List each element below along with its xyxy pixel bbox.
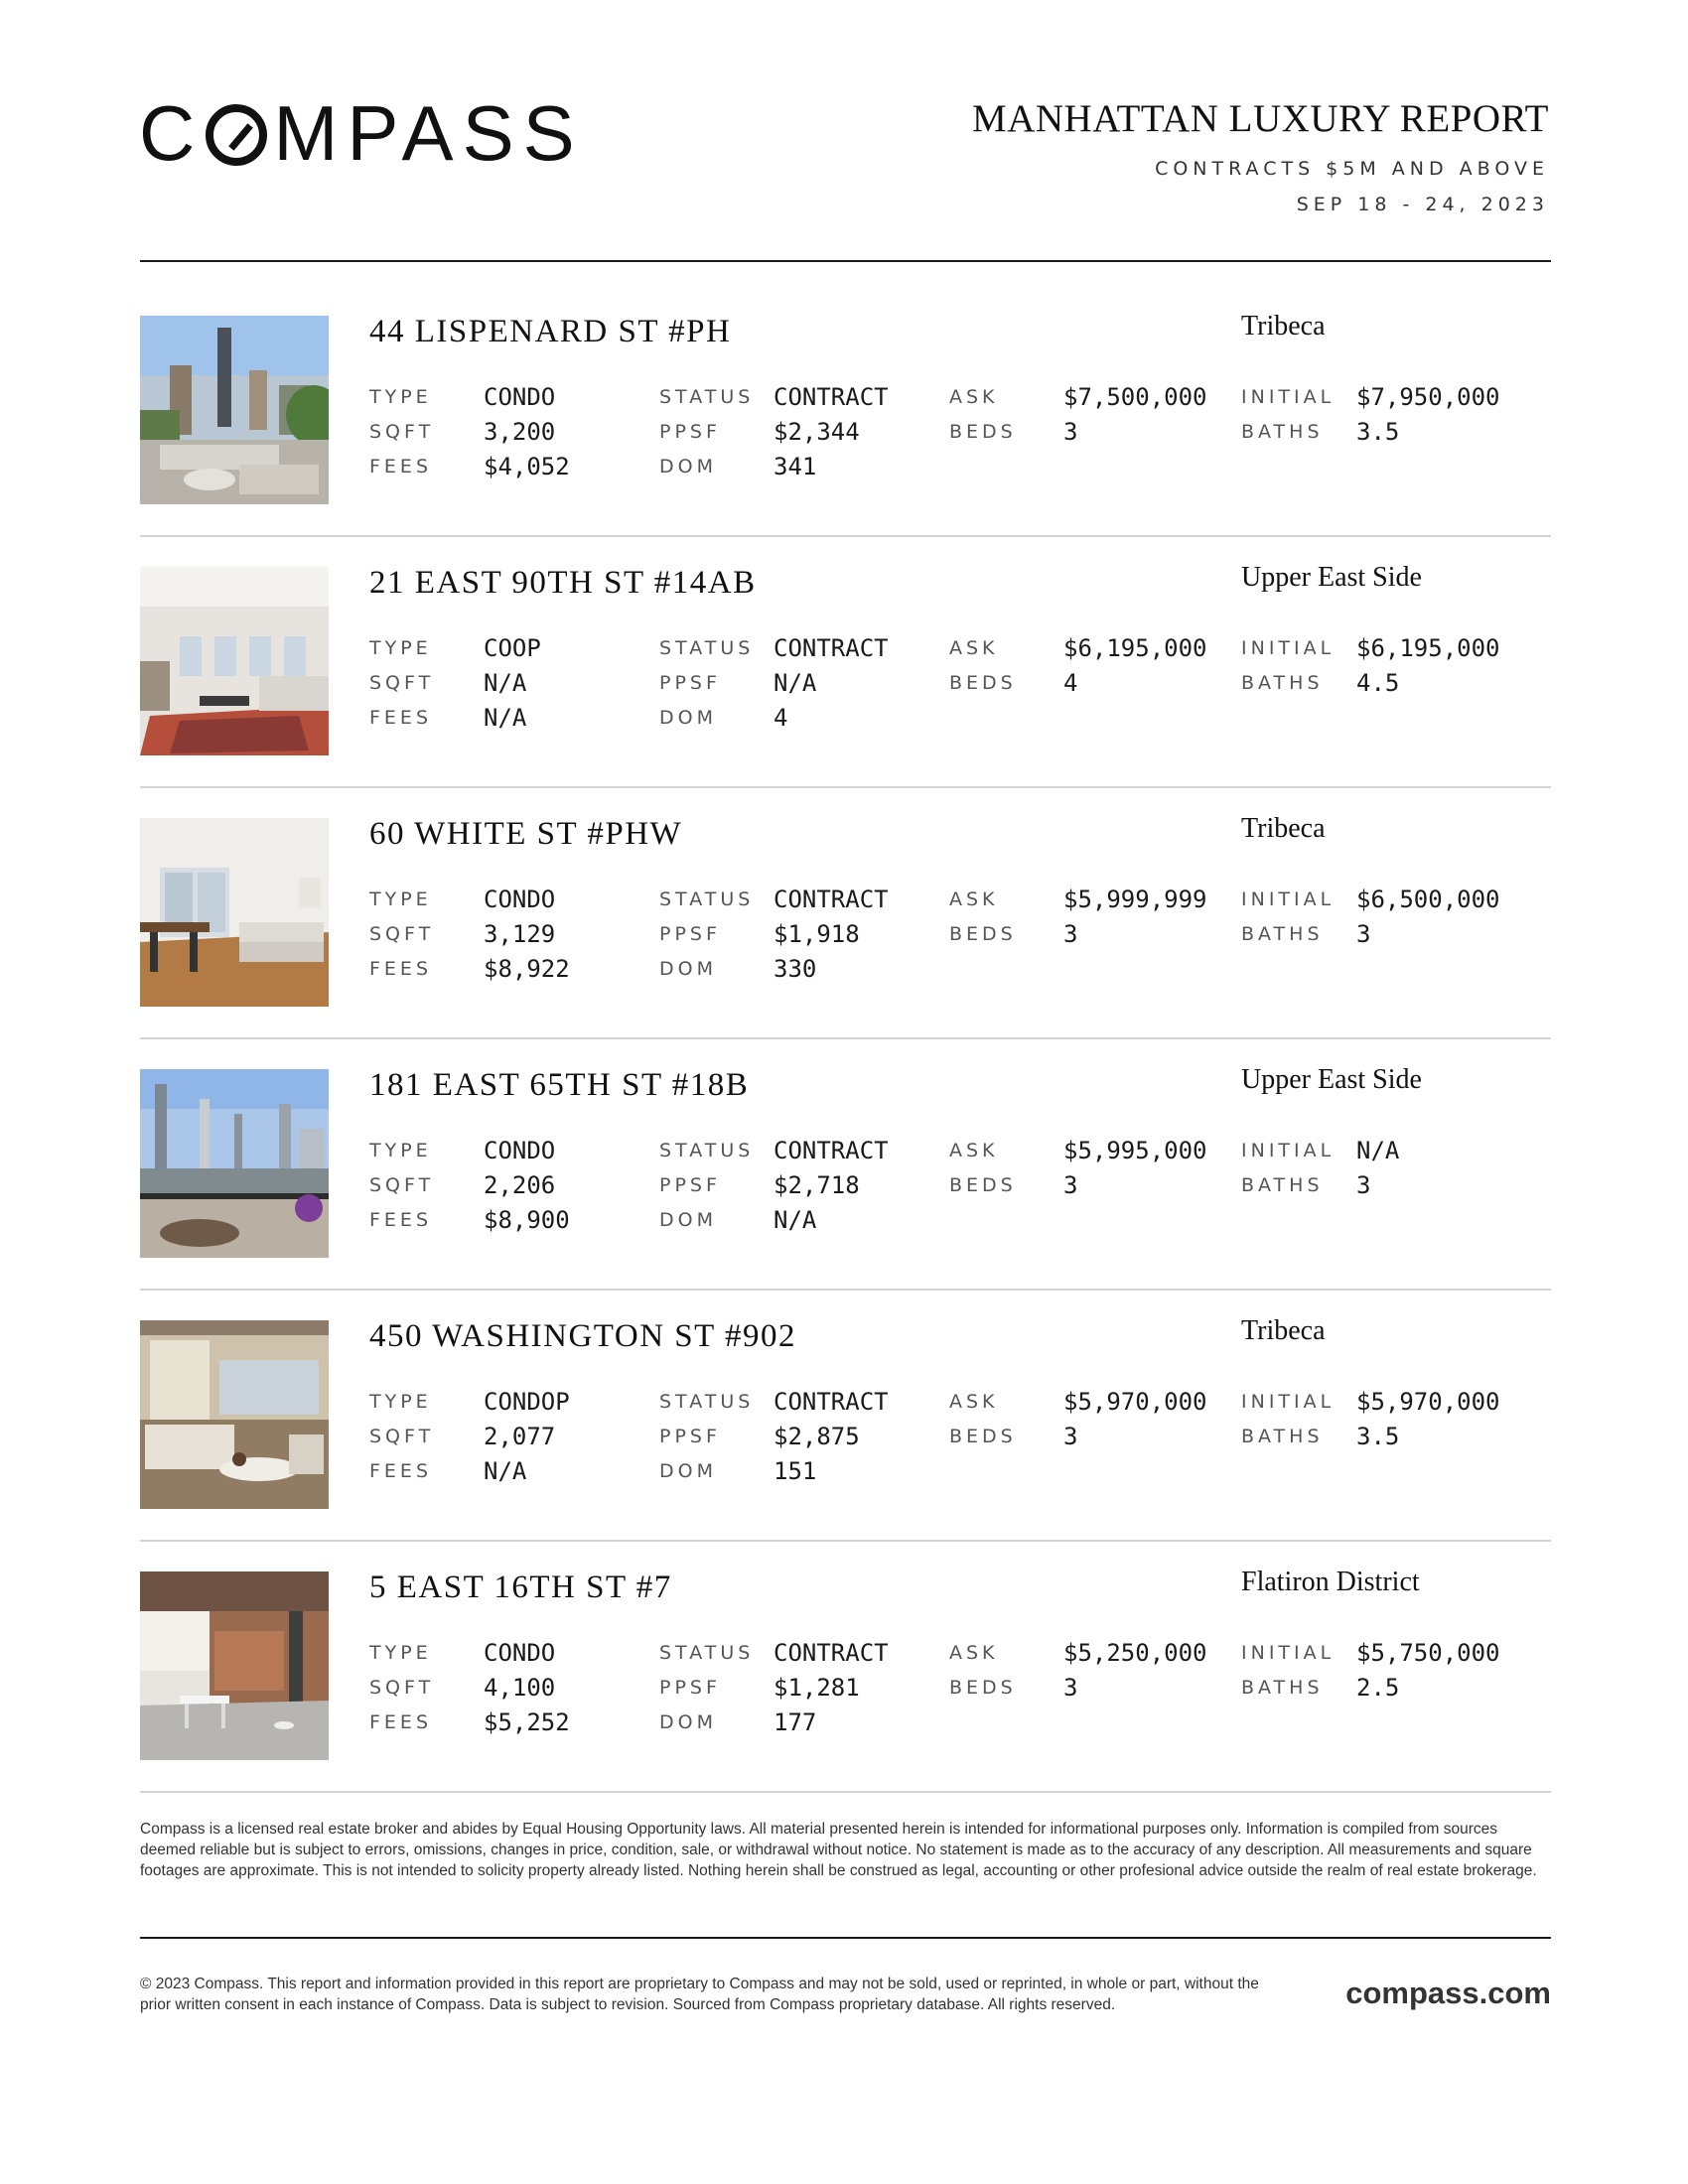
label-beds: BEDS — [949, 923, 1017, 945]
value-sqft: 3,129 — [484, 920, 556, 948]
label-type: TYPE — [369, 888, 432, 910]
value-type: CONDO — [484, 886, 556, 913]
value-dom: 341 — [774, 453, 817, 480]
value-dom: 177 — [774, 1708, 817, 1736]
value-type: COOP — [484, 634, 541, 662]
value-fees: N/A — [484, 1457, 527, 1485]
value-ask: $5,995,000 — [1063, 1137, 1207, 1164]
listing-photo[interactable] — [140, 818, 329, 1007]
label-beds: BEDS — [949, 421, 1017, 443]
label-type: TYPE — [369, 1140, 432, 1161]
label-status: STATUS — [659, 888, 755, 910]
value-beds: 3 — [1063, 418, 1078, 446]
label-baths: BATHS — [1241, 1426, 1324, 1447]
label-sqft: SQFT — [369, 421, 435, 443]
value-initial: $7,950,000 — [1356, 383, 1500, 411]
value-beds: 4 — [1063, 669, 1078, 697]
label-dom: DOM — [659, 707, 717, 729]
label-initial: INITIAL — [1241, 386, 1336, 408]
label-beds: BEDS — [949, 1677, 1017, 1699]
label-fees: FEES — [369, 1209, 432, 1231]
label-fees: FEES — [369, 707, 432, 729]
listing-neighborhood: Tribeca — [1241, 311, 1326, 341]
listing-address[interactable]: 450 WASHINGTON ST #902 — [369, 1318, 796, 1354]
label-dom: DOM — [659, 958, 717, 980]
value-dom: N/A — [774, 1206, 817, 1234]
value-beds: 3 — [1063, 1674, 1078, 1702]
value-sqft: N/A — [484, 669, 527, 697]
label-dom: DOM — [659, 1711, 717, 1733]
value-sqft: 4,100 — [484, 1674, 556, 1702]
report-header — [972, 99, 1549, 214]
value-fees: $8,922 — [484, 955, 570, 983]
listing-card[interactable] — [140, 311, 1551, 514]
value-status: CONTRACT — [774, 383, 889, 411]
value-fees: $4,052 — [484, 453, 570, 480]
value-status: CONTRACT — [774, 634, 889, 662]
listing-card[interactable] — [140, 1064, 1551, 1268]
label-status: STATUS — [659, 637, 755, 659]
label-initial: INITIAL — [1241, 637, 1336, 659]
label-ppsf: PPSF — [659, 1426, 721, 1447]
listing-neighborhood: Upper East Side — [1241, 1064, 1422, 1095]
value-dom: 151 — [774, 1457, 817, 1485]
label-ppsf: PPSF — [659, 923, 721, 945]
listing-photo[interactable] — [140, 316, 329, 504]
value-baths: 3.5 — [1356, 418, 1400, 446]
label-fees: FEES — [369, 958, 432, 980]
listing-card[interactable] — [140, 1315, 1551, 1519]
value-ask: $5,999,999 — [1063, 886, 1207, 913]
value-baths: 4.5 — [1356, 669, 1400, 697]
label-initial: INITIAL — [1241, 888, 1336, 910]
label-sqft: SQFT — [369, 1174, 435, 1196]
header-divider — [140, 260, 1551, 262]
report-title: MANHATTAN LUXURY REPORT — [972, 97, 1549, 140]
value-initial: $5,750,000 — [1356, 1639, 1500, 1667]
label-type: TYPE — [369, 386, 432, 408]
label-status: STATUS — [659, 1642, 755, 1664]
listing-neighborhood: Tribeca — [1241, 813, 1326, 844]
label-sqft: SQFT — [369, 923, 435, 945]
label-ask: ASK — [949, 637, 999, 659]
value-status: CONTRACT — [774, 1388, 889, 1416]
copyright-notice: © 2023 Compass. This report and information provided in this report are proprietary to Compass and may not be sold, used or reprinted, in whole or part, without the prior written consent in each instance of Compass. Data is subject to revision. Sourced from Compass proprietary database. All rights reserved. — [140, 1976, 1259, 2013]
report-subtitle: CONTRACTS $5M AND ABOVE — [1155, 158, 1549, 180]
listing-photo[interactable] — [140, 1069, 329, 1258]
label-sqft: SQFT — [369, 672, 435, 694]
label-fees: FEES — [369, 1711, 432, 1733]
label-sqft: SQFT — [369, 1426, 435, 1447]
label-fees: FEES — [369, 1460, 432, 1482]
label-ppsf: PPSF — [659, 1174, 721, 1196]
listing-address[interactable]: 44 LISPENARD ST #PH — [369, 314, 732, 349]
value-initial: $5,970,000 — [1356, 1388, 1500, 1416]
value-fees: $8,900 — [484, 1206, 570, 1234]
label-status: STATUS — [659, 1391, 755, 1413]
label-status: STATUS — [659, 386, 755, 408]
value-ppsf: $1,918 — [774, 920, 860, 948]
value-fees: $5,252 — [484, 1708, 570, 1736]
listing-address[interactable]: 5 EAST 16TH ST #7 — [369, 1570, 672, 1605]
label-beds: BEDS — [949, 1174, 1017, 1196]
value-initial: N/A — [1356, 1137, 1400, 1164]
listing-divider — [140, 1540, 1551, 1542]
value-type: CONDO — [484, 1137, 556, 1164]
value-ppsf: $2,344 — [774, 418, 860, 446]
label-status: STATUS — [659, 1140, 755, 1161]
listing-divider — [140, 1791, 1551, 1793]
listing-address[interactable]: 21 EAST 90TH ST #14AB — [369, 565, 757, 601]
value-dom: 330 — [774, 955, 817, 983]
value-ask: $5,250,000 — [1063, 1639, 1207, 1667]
value-sqft: 2,206 — [484, 1171, 556, 1199]
label-baths: BATHS — [1241, 1174, 1324, 1196]
label-ppsf: PPSF — [659, 1677, 721, 1699]
value-beds: 3 — [1063, 920, 1078, 948]
website-link[interactable]: compass.com — [1345, 1976, 1551, 2010]
listing-neighborhood: Tribeca — [1241, 1315, 1326, 1346]
value-beds: 3 — [1063, 1423, 1078, 1450]
label-ask: ASK — [949, 386, 999, 408]
label-sqft: SQFT — [369, 1677, 435, 1699]
report-date-range: SEP 18 - 24, 2023 — [1296, 194, 1549, 215]
label-type: TYPE — [369, 637, 432, 659]
listing-photo[interactable] — [140, 1571, 329, 1760]
listing-address[interactable]: 181 EAST 65TH ST #18B — [369, 1067, 750, 1103]
label-fees: FEES — [369, 456, 432, 478]
label-dom: DOM — [659, 1209, 717, 1231]
label-initial: INITIAL — [1241, 1391, 1336, 1413]
value-baths: 3 — [1356, 1171, 1371, 1199]
value-ppsf: $2,875 — [774, 1423, 860, 1450]
label-baths: BATHS — [1241, 421, 1324, 443]
label-ask: ASK — [949, 1391, 999, 1413]
value-initial: $6,195,000 — [1356, 634, 1500, 662]
compass-logo: C MPASS — [139, 89, 584, 177]
value-status: CONTRACT — [774, 886, 889, 913]
label-ask: ASK — [949, 1140, 999, 1161]
value-ask: $6,195,000 — [1063, 634, 1207, 662]
value-ask: $5,970,000 — [1063, 1388, 1207, 1416]
label-ppsf: PPSF — [659, 421, 721, 443]
listing-neighborhood: Flatiron District — [1241, 1567, 1420, 1597]
label-beds: BEDS — [949, 1426, 1017, 1447]
legal-disclaimer: Compass is a licensed real estate broker and abides by Equal Housing Opportunity laws. All material presented herein is intended for informational purposes only. Information is compiled from sources deemed reliable but is subject to errors, omissions, changes in price, condition, sale, or withdrawal without notice. No statement is made as to the accuracy of any description. All measurements and square footages are approximate. This is not intended to solicity property already listed. Nothing herein shall be construed as legal, accounting or other profesional advice outside the realm of real estate brokerage. — [140, 1821, 1537, 1879]
value-baths: 3 — [1356, 920, 1371, 948]
listing-neighborhood: Upper East Side — [1241, 562, 1422, 593]
label-ask: ASK — [949, 888, 999, 910]
label-type: TYPE — [369, 1391, 432, 1413]
value-sqft: 3,200 — [484, 418, 556, 446]
label-ppsf: PPSF — [659, 672, 721, 694]
value-ppsf: $1,281 — [774, 1674, 860, 1702]
label-baths: BATHS — [1241, 923, 1324, 945]
listing-address[interactable]: 60 WHITE ST #PHW — [369, 816, 683, 852]
value-ppsf: N/A — [774, 669, 817, 697]
value-dom: 4 — [774, 704, 788, 732]
listing-card[interactable] — [140, 1567, 1551, 1770]
value-ppsf: $2,718 — [774, 1171, 860, 1199]
listing-divider — [140, 1289, 1551, 1291]
value-initial: $6,500,000 — [1356, 886, 1500, 913]
value-type: CONDOP — [484, 1388, 570, 1416]
value-sqft: 2,077 — [484, 1423, 556, 1450]
label-baths: BATHS — [1241, 672, 1324, 694]
label-ask: ASK — [949, 1642, 999, 1664]
value-baths: 3.5 — [1356, 1423, 1400, 1450]
label-type: TYPE — [369, 1642, 432, 1664]
value-type: CONDO — [484, 383, 556, 411]
listing-divider — [140, 535, 1551, 537]
value-status: CONTRACT — [774, 1639, 889, 1667]
value-ask: $7,500,000 — [1063, 383, 1207, 411]
listing-photo[interactable] — [140, 567, 329, 755]
listing-card[interactable] — [140, 813, 1551, 1017]
listing-divider — [140, 786, 1551, 788]
value-baths: 2.5 — [1356, 1674, 1400, 1702]
value-type: CONDO — [484, 1639, 556, 1667]
listing-divider — [140, 1037, 1551, 1039]
label-initial: INITIAL — [1241, 1642, 1336, 1664]
value-status: CONTRACT — [774, 1137, 889, 1164]
value-beds: 3 — [1063, 1171, 1078, 1199]
listing-photo[interactable] — [140, 1320, 329, 1509]
label-dom: DOM — [659, 1460, 717, 1482]
footer-divider — [140, 1937, 1551, 1939]
listing-card[interactable] — [140, 562, 1551, 765]
label-initial: INITIAL — [1241, 1140, 1336, 1161]
value-fees: N/A — [484, 704, 527, 732]
compass-logo-o-icon — [206, 104, 267, 166]
label-dom: DOM — [659, 456, 717, 478]
label-baths: BATHS — [1241, 1677, 1324, 1699]
label-beds: BEDS — [949, 672, 1017, 694]
